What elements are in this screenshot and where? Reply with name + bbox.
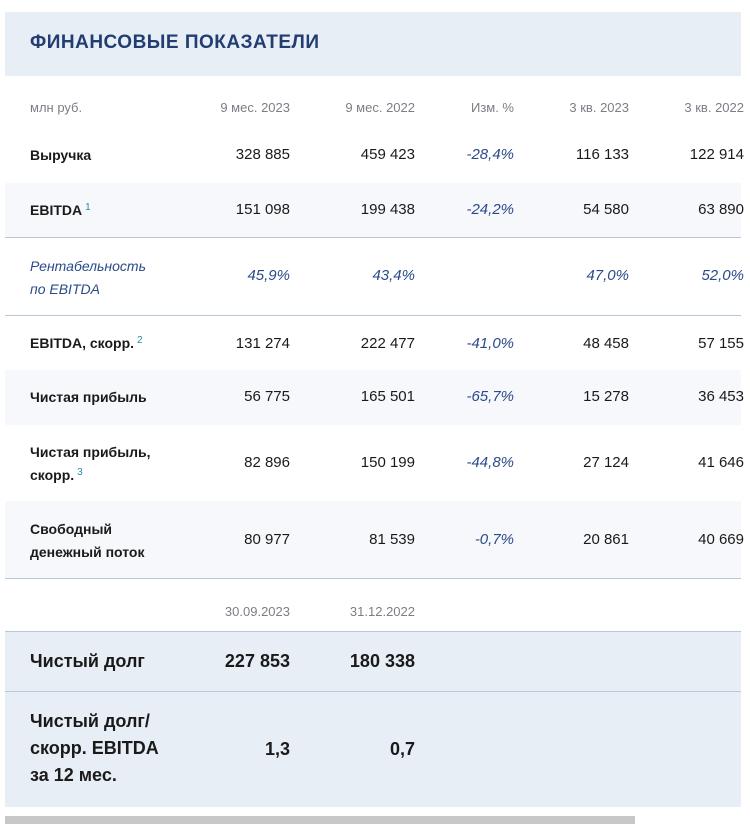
row-label-line: скорр. EBITDA <box>30 738 159 758</box>
table-row <box>5 238 744 315</box>
value: 328 885 <box>235 146 290 163</box>
row-label-text: EBITDA <box>30 202 83 218</box>
value: 81 539 <box>369 531 415 548</box>
margin-value: 45,9% <box>247 267 290 284</box>
row-label-text: скорр. <box>30 467 75 483</box>
change-value: -44,8% <box>466 454 514 471</box>
row-label-line: Чистая прибыль, <box>30 444 151 460</box>
col-header-9m-2023: 9 мес. 2023 <box>220 100 290 115</box>
value: 54 580 <box>583 201 629 218</box>
table-row <box>5 692 741 807</box>
value: 165 501 <box>360 388 415 405</box>
value: 20 861 <box>583 531 629 548</box>
footnote-marker: 1 <box>85 202 91 213</box>
value: 122 914 <box>689 146 744 163</box>
debt-header <box>5 604 741 626</box>
page-title: ФИНАНСОВЫЕ ПОКАЗАТЕЛИ <box>30 32 320 53</box>
date-header: 30.09.2023 <box>224 604 290 619</box>
title-banner <box>5 12 741 76</box>
value: 131 274 <box>235 335 290 352</box>
row-label-line <box>30 464 151 487</box>
row-label: Чистый долг <box>30 651 145 671</box>
row-label-text: EBITDA, скорр. <box>30 335 135 351</box>
change-value: -24,2% <box>466 201 514 218</box>
row-label-line: Рентабельность <box>30 258 146 274</box>
date-header: 31.12.2022 <box>349 604 415 619</box>
row-divider <box>5 578 741 579</box>
table-row <box>5 632 741 691</box>
value: 150 199 <box>360 454 415 471</box>
value: 1,3 <box>264 739 290 759</box>
row-label-line: за 12 мес. <box>30 765 117 785</box>
change-value: -41,0% <box>466 335 514 352</box>
col-header-change: Изм. % <box>470 100 514 115</box>
table-row <box>5 128 744 183</box>
row-label: Чистая прибыль <box>30 389 147 405</box>
value: 80 977 <box>244 531 290 548</box>
col-header-9m-2022: 9 мес. 2022 <box>345 100 415 115</box>
value: 199 438 <box>360 201 415 218</box>
value: 459 423 <box>360 146 415 163</box>
value: 222 477 <box>360 335 415 352</box>
row-label-line: денежный поток <box>30 544 145 560</box>
row-label <box>30 199 91 222</box>
value: 36 453 <box>698 388 744 405</box>
margin-value: 52,0% <box>701 267 744 284</box>
margin-value: 47,0% <box>586 267 629 284</box>
table-row <box>5 501 744 578</box>
row-label <box>30 518 144 564</box>
table-header <box>5 100 744 124</box>
unit-label: млн руб. <box>30 100 83 115</box>
row-label: Выручка <box>30 147 92 163</box>
margin-value: 43,4% <box>372 267 415 284</box>
value: 227 853 <box>224 651 290 671</box>
row-label <box>30 255 146 301</box>
row-label-line: Свободный <box>30 521 113 537</box>
footnote-marker: 2 <box>137 335 143 346</box>
row-label-line: по EBITDA <box>30 281 100 297</box>
table-row <box>5 425 744 501</box>
table-row <box>5 370 744 425</box>
col-header-q3-2023: 3 кв. 2023 <box>569 100 629 115</box>
change-value: -28,4% <box>466 146 514 163</box>
value: 151 098 <box>235 201 290 218</box>
value: 82 896 <box>244 454 290 471</box>
value: 15 278 <box>583 388 629 405</box>
value: 0,7 <box>389 739 415 759</box>
value: 180 338 <box>349 651 415 671</box>
value: 56 775 <box>244 388 290 405</box>
table-row <box>5 183 744 237</box>
row-label <box>30 332 143 355</box>
change-value: -0,7% <box>474 531 514 548</box>
value: 57 155 <box>698 335 744 352</box>
footnote-marker: 3 <box>77 467 83 478</box>
value: 41 646 <box>698 454 744 471</box>
row-label <box>30 708 159 789</box>
value: 48 458 <box>583 335 629 352</box>
row-label-line: Чистый долг/ <box>30 711 150 731</box>
value: 27 124 <box>583 454 629 471</box>
value: 116 133 <box>575 146 629 163</box>
col-header-q3-2022: 3 кв. 2022 <box>684 100 744 115</box>
change-value: -65,7% <box>466 388 514 405</box>
value: 63 890 <box>698 201 744 218</box>
row-label <box>30 441 151 487</box>
horizontal-scrollbar[interactable] <box>5 816 635 824</box>
table-row <box>5 316 744 370</box>
value: 40 669 <box>698 531 744 548</box>
